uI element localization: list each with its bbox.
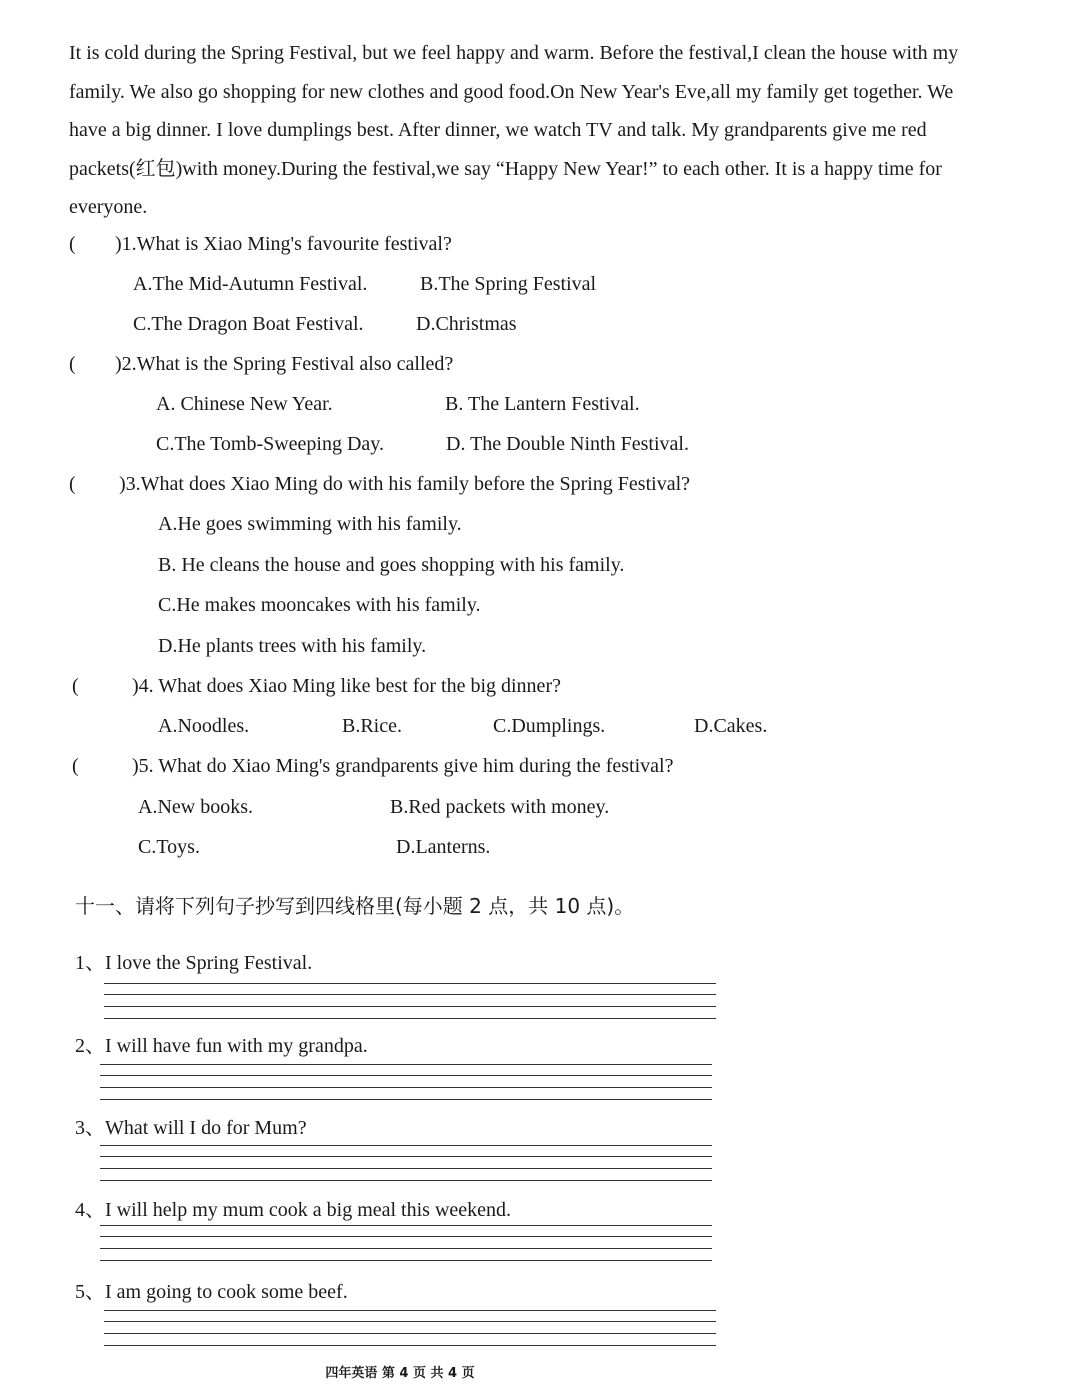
answer-blank[interactable]: (	[69, 233, 76, 255]
passage-line: packets(红包)with money.During the festival,we say “Happy New Year!” to each other. It is a happy time for	[69, 157, 942, 180]
option-d: D.He plants trees with his family.	[158, 635, 427, 657]
four-line-grid[interactable]	[104, 1310, 716, 1348]
option-b: B.Rice.	[342, 715, 402, 737]
copy-sentence-2: 2、I will have fun with my grandpa.	[75, 1035, 368, 1057]
option-a: A.Noodles.	[158, 715, 250, 737]
answer-blank[interactable]: (	[69, 353, 76, 375]
option-b: B.The Spring Festival	[420, 273, 597, 295]
option-c: C.The Tomb-Sweeping Day.	[156, 433, 385, 455]
question-text: )2.What is the Spring Festival also called?	[115, 353, 454, 375]
four-line-grid[interactable]	[100, 1225, 712, 1263]
option-d: D. The Double Ninth Festival.	[446, 433, 689, 455]
answer-blank[interactable]: (	[72, 675, 79, 697]
copy-sentence-4: 4、I will help my mum cook a big meal this weekend.	[75, 1199, 512, 1221]
option-b: B.Red packets with money.	[390, 796, 610, 818]
option-d: D.Cakes.	[694, 715, 768, 737]
passage-line: have a big dinner. I love dumplings best. After dinner, we watch TV and talk. My grandparents give me red	[69, 119, 927, 141]
option-a: A. Chinese New Year.	[156, 393, 333, 415]
option-a: A.New books.	[138, 796, 253, 818]
four-line-grid[interactable]	[104, 983, 716, 1021]
option-c: C.Dumplings.	[493, 715, 606, 737]
passage-line: everyone.	[69, 196, 148, 218]
question-text: )3.What does Xiao Ming do with his family before the Spring Festival?	[119, 473, 691, 495]
option-b: B. The Lantern Festival.	[445, 393, 640, 415]
option-c: C.He makes mooncakes with his family.	[158, 594, 481, 616]
question-text: )5. What do Xiao Ming's grandparents give him during the festival?	[132, 755, 674, 777]
question-text: )1.What is Xiao Ming's favourite festival?	[115, 233, 452, 255]
page-footer: 四年英语 第 4 页 共 4 页	[325, 1366, 475, 1381]
section-heading: 十一、请将下列句子抄写到四线格里(每小题 2 点，共 10 点)。	[75, 894, 635, 918]
option-c: C.Toys.	[138, 836, 200, 858]
option-b: B. He cleans the house and goes shopping with his family.	[158, 554, 625, 576]
option-a: A.He goes swimming with his family.	[158, 513, 462, 535]
copy-sentence-5: 5、I am going to cook some beef.	[75, 1281, 348, 1303]
option-c: C.The Dragon Boat Festival.	[133, 313, 364, 335]
option-d: D.Lanterns.	[396, 836, 491, 858]
option-a: A.The Mid-Autumn Festival.	[133, 273, 368, 295]
copy-sentence-1: 1、I love the Spring Festival.	[75, 952, 313, 974]
passage-line: It is cold during the Spring Festival, but we feel happy and warm. Before the festival,I clean the house with my	[69, 42, 959, 64]
reading-passage	[69, 34, 1019, 227]
four-line-grid[interactable]	[100, 1064, 712, 1102]
passage-line: family. We also go shopping for new clothes and good food.On New Year's Eve,all my family get together. We	[69, 80, 954, 103]
question-text: )4. What does Xiao Ming like best for the big dinner?	[132, 675, 561, 697]
four-line-grid[interactable]	[100, 1145, 712, 1183]
answer-blank[interactable]: (	[69, 473, 76, 495]
answer-blank[interactable]: (	[72, 755, 79, 777]
option-d: D.Christmas	[416, 313, 517, 335]
copy-sentence-3: 3、What will I do for Mum?	[75, 1117, 307, 1139]
